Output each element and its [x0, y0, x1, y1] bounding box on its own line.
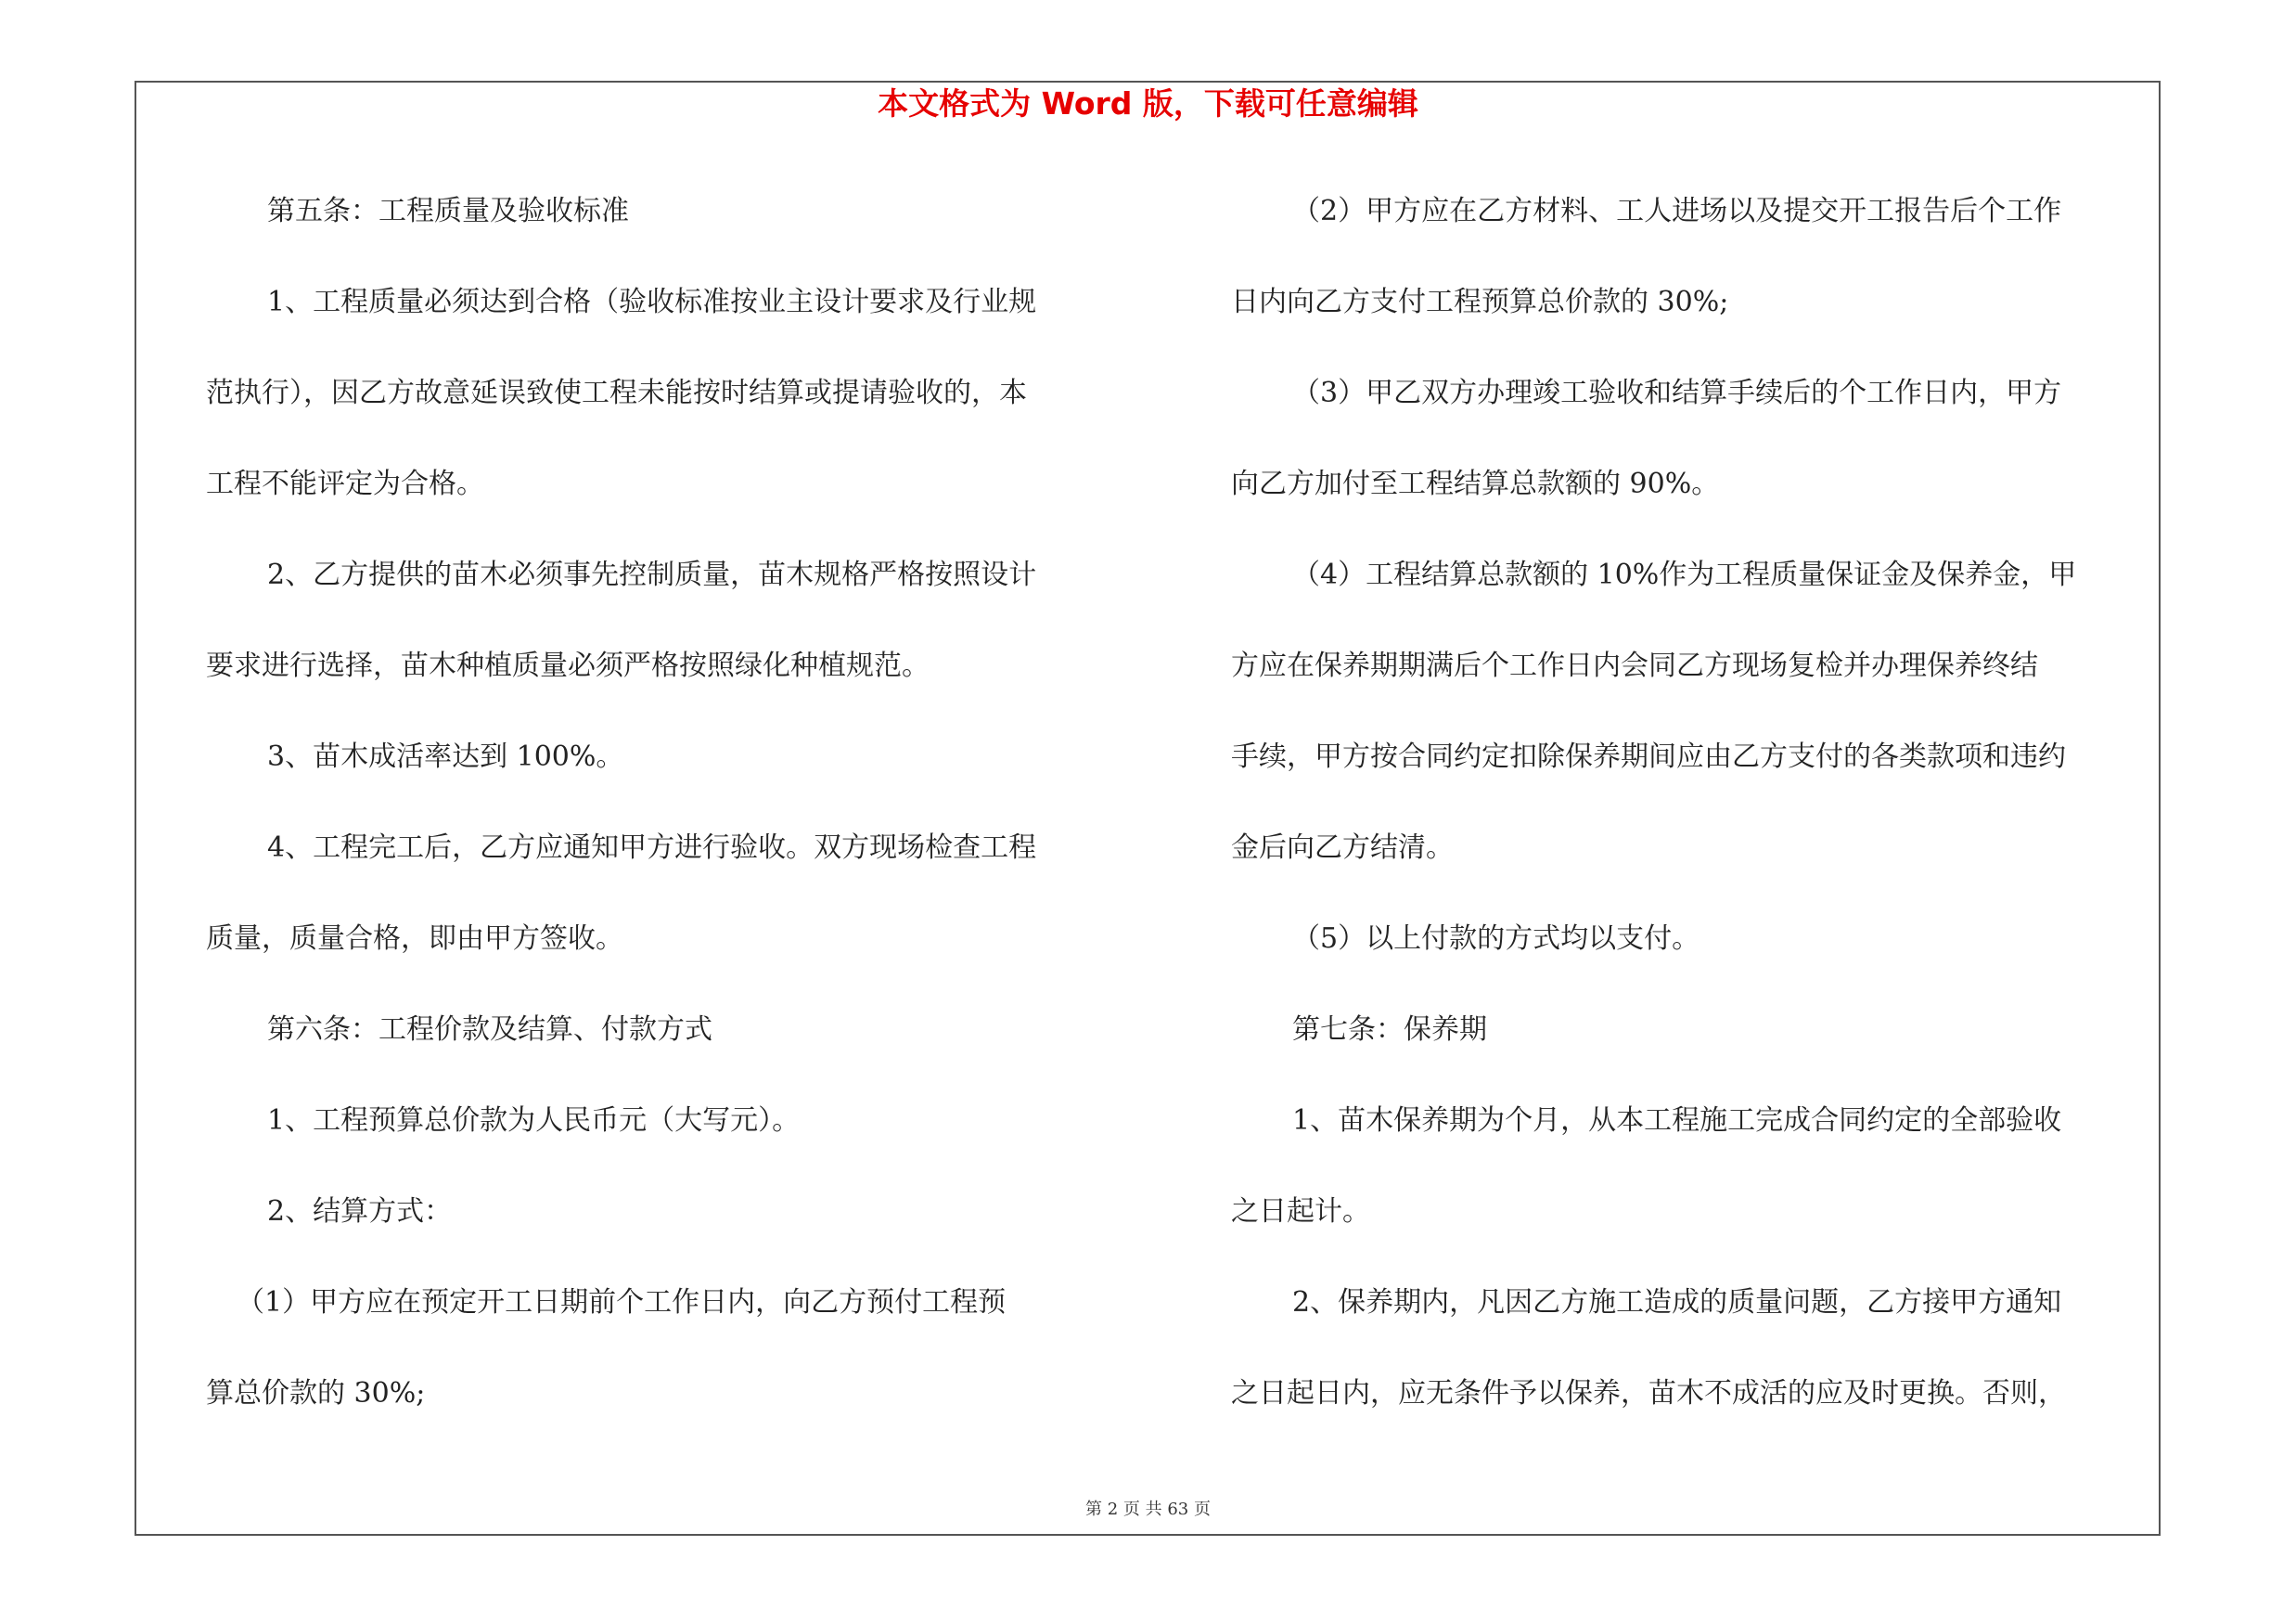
right-column-text-line: 第七条：保养期 — [1292, 1013, 1487, 1046]
left-column-text-line: 质量，质量合格，即由甲方签收。 — [206, 922, 623, 955]
left-column-text-line: 工程不能评定为合格。 — [206, 468, 484, 500]
left-column-text-line: 要求进行选择，苗木种植质量必须严格按照绿化种植规范。 — [206, 650, 930, 682]
left-column-text-line: 算总价款的 30%; — [206, 1377, 426, 1410]
right-column-text-line: 之日起计。 — [1231, 1195, 1370, 1228]
left-column-text-line: 2、结算方式： — [267, 1195, 453, 1228]
left-column-text-line: 4、工程完工后，乙方应通知甲方进行验收。双方现场检查工程 — [267, 831, 1037, 864]
right-column-text-line: 手续，甲方按合同约定扣除保养期间应由乙方支付的各类款项和违约 — [1231, 741, 2066, 773]
word-format-banner: 本文格式为 Word 版，下载可任意编辑 — [878, 85, 1418, 122]
right-column — [1231, 186, 2159, 1459]
right-column-text-line: 向乙方加付至工程结算总款额的 90%。 — [1231, 468, 1720, 500]
left-column-text-line: 3、苗木成活率达到 100%。 — [267, 741, 624, 773]
page-number-footer: 第 2 页 共 63 页 — [1085, 1500, 1211, 1519]
right-column-text-line: 金后向乙方结清。 — [1231, 831, 1454, 864]
left-column — [206, 186, 1134, 1459]
right-column-text-line: 方应在保养期期满后个工作日内会同乙方现场复检并办理保养终结 — [1231, 650, 2038, 682]
left-column-text-line: 范执行），因乙方故意延误致使工程未能按时结算或提请验收的，本 — [206, 377, 1027, 409]
right-column-text-line: （2）甲方应在乙方材料、工人进场以及提交开工报告后个工作 — [1292, 195, 2062, 227]
left-column-text-line: 第五条：工程质量及验收标准 — [267, 195, 629, 227]
right-column-text-line: （3）甲乙双方办理竣工验收和结算手续后的个工作日内，甲方 — [1292, 377, 2062, 409]
right-column-text-line: （4）工程结算总款额的 10%作为工程质量保证金及保养金，甲 — [1292, 559, 2077, 591]
right-column-text-line: （5）以上付款的方式均以支付。 — [1292, 922, 1700, 955]
right-column-text-line: 2、保养期内，凡因乙方施工造成的质量问题，乙方接甲方通知 — [1292, 1286, 2062, 1319]
left-column-text-line: 第六条：工程价款及结算、付款方式 — [267, 1013, 712, 1046]
left-column-text-line: 1、工程质量必须达到合格（验收标准按业主设计要求及行业规 — [267, 286, 1037, 318]
left-column-text-line: （1）甲方应在预定开工日期前个工作日内，向乙方预付工程预 — [237, 1286, 1007, 1319]
left-column-text-line: 1、工程预算总价款为人民币元（大写元）。 — [267, 1104, 801, 1137]
left-column-text-line: 2、乙方提供的苗木必须事先控制质量，苗木规格严格按照设计 — [267, 559, 1037, 591]
right-column-text-line: 1、苗木保养期为个月，从本工程施工完成合同约定的全部验收 — [1292, 1104, 2062, 1137]
right-column-text-line: 日内向乙方支付工程预算总价款的 30%; — [1231, 286, 1729, 318]
right-column-text-line: 之日起日内，应无条件予以保养，苗木不成活的应及时更换。否则， — [1231, 1377, 2066, 1410]
